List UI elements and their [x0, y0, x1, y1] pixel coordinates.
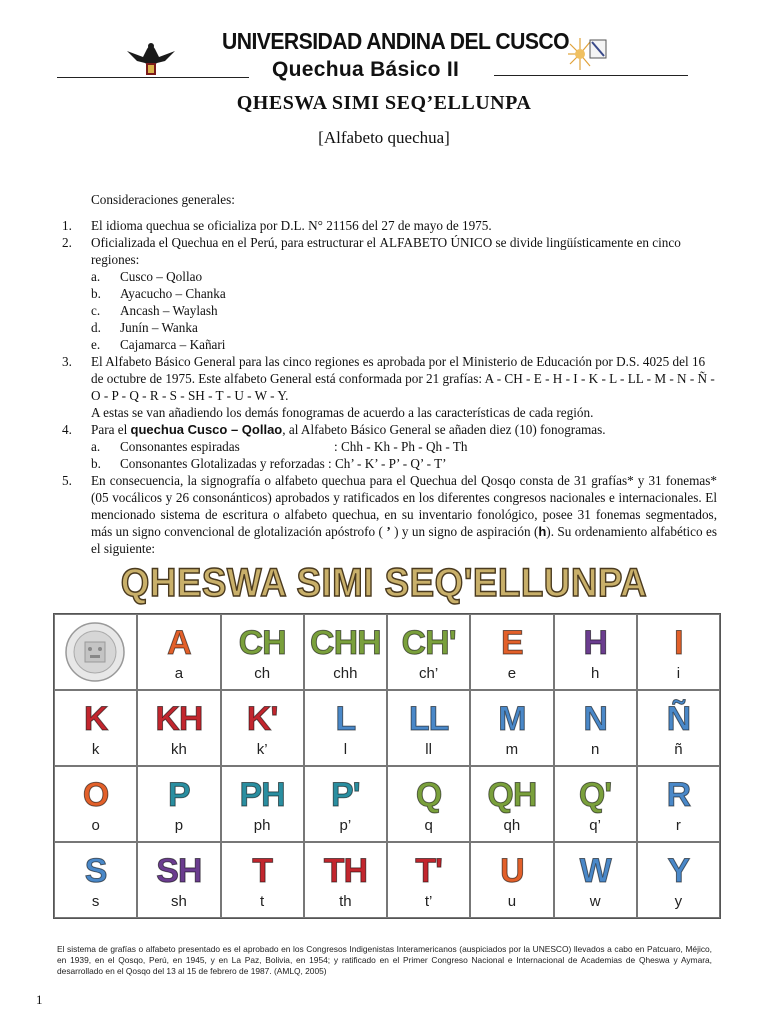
- letter-cell: [221, 690, 304, 766]
- grapheme-lowercase: kh: [170, 741, 187, 758]
- alfabeto-unico-term: ALFABETO ÚNICO: [379, 235, 493, 250]
- letter-cell: [387, 614, 470, 690]
- grapheme-uppercase: T': [415, 852, 443, 890]
- header-rule-right: [494, 75, 688, 76]
- grapheme-uppercase: E: [501, 624, 523, 662]
- letter-cell: [387, 690, 470, 766]
- letter-cell: [221, 842, 304, 918]
- course-name: Quechua Básico II: [272, 58, 460, 81]
- list-number: 4.: [62, 422, 72, 437]
- grapheme-lowercase: o: [91, 817, 100, 834]
- letter-cell: [554, 614, 637, 690]
- letter-cell: [304, 766, 387, 842]
- grapheme-uppercase: LL: [408, 700, 449, 738]
- list-number: 2.: [62, 235, 72, 250]
- grapheme-uppercase: P': [330, 776, 360, 814]
- sub-letter: d.: [91, 320, 101, 335]
- grapheme-uppercase: SH: [156, 852, 202, 890]
- letter-cell: [637, 690, 720, 766]
- letter-cell: [54, 690, 137, 766]
- grapheme-lowercase: i: [676, 665, 681, 682]
- list-text: se divide lingüísticamente en cinco regiones:: [91, 235, 681, 267]
- sub-letter: e.: [91, 337, 101, 352]
- grapheme-uppercase: P: [168, 776, 190, 814]
- page-number: 1: [36, 992, 43, 1007]
- grapheme-uppercase: PH: [239, 776, 285, 814]
- intro-heading: Consideraciones generales:: [91, 192, 235, 207]
- grapheme-lowercase: e: [507, 665, 517, 682]
- grapheme-lowercase: s: [91, 893, 100, 910]
- grapheme-lowercase: p’: [339, 817, 352, 834]
- grapheme-uppercase: Ñ: [666, 700, 691, 738]
- body-text: [62, 191, 717, 557]
- letter-cell: [304, 690, 387, 766]
- sub-item: [62, 455, 717, 472]
- header-rule-left: [57, 77, 249, 78]
- sub-letter: b.: [91, 456, 101, 471]
- grapheme-lowercase: ñ: [674, 741, 683, 758]
- sub-item: [62, 285, 717, 302]
- grapheme-lowercase: m: [505, 741, 519, 758]
- letter-cell: [470, 842, 553, 918]
- grapheme-lowercase: q: [424, 817, 433, 834]
- letter-cell: [554, 842, 637, 918]
- grapheme-lowercase: w: [589, 893, 601, 910]
- grapheme-uppercase: K: [83, 700, 108, 738]
- letter-cell: [637, 614, 720, 690]
- letter-cell: [221, 766, 304, 842]
- alphabet-grid: [53, 613, 721, 919]
- sub-letter: b.: [91, 286, 101, 301]
- grapheme-uppercase: CH': [401, 624, 456, 662]
- sub-letter: c.: [91, 303, 101, 318]
- grapheme-uppercase: W: [579, 852, 611, 890]
- sun-shield-logo-icon: [566, 34, 610, 74]
- quechua-cusco-term: quechua Cusco – Qollao: [130, 422, 283, 437]
- grapheme-uppercase: L: [335, 700, 356, 738]
- grapheme-lowercase: th: [339, 893, 352, 910]
- grapheme-lowercase: ll: [425, 741, 432, 758]
- sub-label: Consonantes espiradas: [120, 439, 240, 454]
- list-text: En consecuencia, la signografía o alfabeto quechua para el Quechua del Qosqo consta de 31 grafías* y 31 fonemas* (05 vocálicos y 26 consonánticos) aprobados y ratificados en los diferentes congresos nacionales e internacionales. El mencionado sistema de escritura o alfabeto quechua, en su inventario fonológico, posee 31 fonemas segmentados, más un signo convencional de glotalización apóstrofo (: [91, 473, 717, 539]
- grapheme-uppercase: H: [583, 624, 607, 662]
- letter-cell: [637, 842, 720, 918]
- grapheme-lowercase: q’: [589, 817, 601, 834]
- list-text: El Alfabeto Básico General para las cinco regiones es aprobada por el Ministerio de Educación por D.S. 4025 del 16 de octubre de 1975. Este alfabeto General está conformada por 21 grafías: A - CH - E - H - I - K - L - LL - M - N - Ñ - O - P - Q - R - S - SH - T - U - W - Y.: [91, 354, 715, 403]
- grapheme-lowercase: l: [343, 741, 348, 758]
- list-text: , al Alfabeto Básico General se añaden diez (10) fonogramas.: [282, 422, 606, 437]
- document-subtitle: [Alfabeto quechua]: [318, 128, 450, 147]
- footer-note: El sistema de grafías o alfabeto presentado es el aprobado en los Congresos Indigenistas Interamericanos (auspiciados por la UNESCO) llevados a cabo en Patcuaro, Méjico, en 1939, en el Qosqo, Perú, en 1945, y en La Paz, Bolivia, en 1954; y ratificado en el Primer Congreso Nacional e Internacional de Academias de Qheswa y Aymara, desarrollado en el Qosqo del 13 al 15 de febrero de 1987. (AMLQ, 2005): [57, 944, 712, 976]
- grapheme-uppercase: CH: [238, 624, 286, 662]
- grapheme-uppercase: Y: [667, 852, 690, 890]
- grapheme-uppercase: U: [500, 852, 524, 890]
- grapheme-uppercase: N: [583, 700, 607, 738]
- grapheme-lowercase: ph: [253, 817, 271, 834]
- grapheme-uppercase: R: [666, 776, 691, 814]
- sub-value: : Ch’ - K’ - P’ - Q’ - T’: [328, 456, 447, 471]
- apostrophe-sign: ’: [386, 524, 391, 539]
- grapheme-lowercase: qh: [503, 817, 521, 834]
- list-text: El idioma quechua se oficializa por D.L. N° 21156 del 27 de mayo de 1975.: [91, 218, 492, 233]
- aspiration-sign: h: [538, 524, 547, 539]
- list-number: 5.: [62, 473, 72, 488]
- letter-cell: [137, 842, 220, 918]
- grapheme-lowercase: t: [260, 893, 265, 910]
- grapheme-uppercase: I: [674, 624, 683, 662]
- letter-cell: [54, 766, 137, 842]
- grapheme-uppercase: A: [167, 624, 191, 662]
- grapheme-lowercase: sh: [170, 893, 187, 910]
- grapheme-uppercase: Q': [578, 776, 612, 814]
- letter-cell: [554, 766, 637, 842]
- letter-cell: [470, 614, 553, 690]
- list-item-4: [62, 421, 717, 438]
- grapheme-lowercase: t’: [424, 893, 433, 910]
- list-item-3: [62, 353, 717, 404]
- grapheme-uppercase: S: [84, 852, 107, 890]
- sub-value: : Chh - Kh - Ph - Qh - Th: [334, 439, 468, 454]
- sub-text: Junín – Wanka: [120, 320, 198, 335]
- letter-cell: [387, 842, 470, 918]
- list-item-2: [62, 234, 717, 268]
- sub-text: Ancash – Waylash: [120, 303, 218, 318]
- grapheme-uppercase: M: [498, 700, 526, 738]
- grapheme-lowercase: h: [590, 665, 600, 682]
- sub-text: Cajamarca – Kañari: [120, 337, 226, 352]
- sub-text: Cusco – Qollao: [120, 269, 203, 284]
- alphabet-banner: QHESWA SIMI SEQ'ELLUNPA: [120, 561, 648, 605]
- grapheme-uppercase: KH: [155, 700, 203, 738]
- page-header: [0, 0, 768, 90]
- grapheme-lowercase: p: [174, 817, 184, 834]
- grapheme-uppercase: K': [246, 700, 278, 738]
- grapheme-lowercase: ch: [254, 665, 271, 682]
- grapheme-lowercase: chh: [333, 665, 358, 682]
- letter-cell: [137, 766, 220, 842]
- list-text: ) y un signo de aspiración (: [390, 524, 539, 539]
- sub-letter: a.: [91, 269, 101, 284]
- list-text: ). Su ordenamiento alfabético es el siguiente:: [91, 524, 718, 556]
- letter-cell: [554, 690, 637, 766]
- sub-item: [62, 336, 717, 353]
- sub-item: [62, 302, 717, 319]
- sub-item: [62, 268, 717, 285]
- list-text: A estas se van añadiendo los demás fonogramas de acuerdo a las características de cada región.: [91, 405, 594, 420]
- document-title: QHESWA SIMI SEQ’ELLUNPA: [236, 92, 532, 114]
- list-item-3-continued: [62, 404, 717, 421]
- university-name: UNIVERSIDAD ANDINA DEL CUSCO: [222, 28, 570, 54]
- grapheme-lowercase: u: [507, 893, 517, 910]
- grapheme-uppercase: Q: [415, 776, 442, 814]
- grapheme-uppercase: QH: [487, 776, 537, 814]
- inca-seal-icon: [63, 621, 127, 683]
- sub-item: [62, 438, 717, 455]
- grapheme-lowercase: n: [590, 741, 600, 758]
- letter-cell: [637, 766, 720, 842]
- letter-cell: [221, 614, 304, 690]
- sub-label: Consonantes Glotalizadas y reforzadas: [120, 456, 325, 471]
- list-number: 3.: [62, 354, 72, 369]
- grapheme-lowercase: ch’: [419, 665, 439, 682]
- list-text: Oficializada el Quechua en el Perú, para estructurar el: [91, 235, 380, 250]
- letter-cell: [137, 690, 220, 766]
- list-text: Para el: [91, 422, 131, 437]
- grapheme-lowercase: y: [674, 893, 683, 910]
- grapheme-lowercase: a: [174, 665, 184, 682]
- letter-cell: [304, 842, 387, 918]
- letter-cell: [470, 690, 553, 766]
- condor-logo-icon: [125, 37, 177, 77]
- letter-cell: [137, 614, 220, 690]
- seal-cell: [54, 614, 137, 690]
- list-number: 1.: [62, 218, 72, 233]
- letter-cell: [304, 614, 387, 690]
- list-item-1: [62, 217, 717, 234]
- grapheme-uppercase: TH: [323, 852, 368, 890]
- grapheme-uppercase: O: [82, 776, 109, 814]
- grapheme-uppercase: T: [252, 852, 273, 890]
- letter-cell: [387, 766, 470, 842]
- grapheme-lowercase: k’: [256, 741, 268, 758]
- grapheme-lowercase: k: [91, 741, 100, 758]
- sub-item: [62, 319, 717, 336]
- letter-cell: [54, 842, 137, 918]
- list-item-5: [62, 472, 717, 557]
- sub-letter: a.: [91, 439, 101, 454]
- sub-text: Ayacucho – Chanka: [120, 286, 226, 301]
- letter-cell: [470, 766, 553, 842]
- grapheme-uppercase: CHH: [310, 624, 381, 662]
- grapheme-lowercase: r: [675, 817, 681, 834]
